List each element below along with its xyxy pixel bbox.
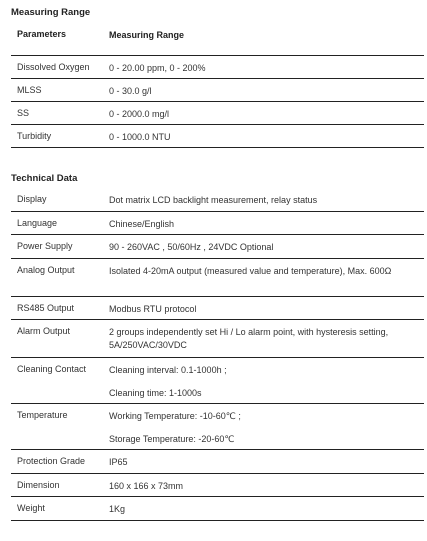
- spec-label: Protection Grade: [11, 450, 109, 474]
- spec-label: Weight: [11, 497, 109, 521]
- parameter-range: 0 - 1000.0 NTU: [109, 125, 424, 148]
- table-row: [11, 102, 424, 125]
- technical-data-heading: Technical Data: [11, 173, 78, 184]
- measuring-range-table: [11, 22, 424, 148]
- spec-label: Alarm Output: [11, 320, 109, 358]
- spec-value-line: 160 x 166 x 73mm: [109, 480, 184, 491]
- spec-value-line: Working Temperature: -10-60℃ ;: [109, 411, 241, 421]
- table-row: [11, 79, 424, 102]
- table-row: [11, 258, 424, 296]
- spec-value: [109, 320, 424, 358]
- table-row: [11, 211, 424, 235]
- spec-label: Language: [11, 211, 109, 235]
- table-row: [11, 450, 424, 474]
- parameter-range: 0 - 30.0 g/l: [109, 79, 424, 102]
- parameter-range: 0 - 20.00 ppm, 0 - 200%: [109, 56, 424, 79]
- table-header-row: [11, 22, 424, 56]
- spec-label: RS485 Output: [11, 296, 109, 320]
- spec-label: Temperature: [11, 404, 109, 450]
- parameter-name: Turbidity: [11, 125, 109, 148]
- spec-value: [109, 235, 424, 259]
- parameter-name: SS: [11, 102, 109, 125]
- column-header-measuring-range: Measuring Range: [109, 22, 424, 56]
- spec-value-line: Cleaning interval: 0.1-1000h ;: [109, 365, 227, 375]
- spec-value: [109, 473, 424, 497]
- table-row: [11, 235, 424, 259]
- spec-value-line: Storage Temperature: -20-60℃: [109, 433, 235, 444]
- spec-value: [109, 188, 424, 211]
- table-row: [11, 497, 424, 521]
- spec-value-line: Isolated 4-20mA output (measured value and temperature), Max. 600Ω: [109, 265, 392, 276]
- table-row: [11, 320, 424, 358]
- spec-value: [109, 258, 424, 296]
- spec-value: [109, 358, 424, 404]
- column-header-parameters: Parameters: [11, 22, 109, 56]
- table-row: [11, 56, 424, 79]
- spec-value: [109, 497, 424, 521]
- spec-label: Analog Output: [11, 258, 109, 296]
- spec-value: [109, 404, 424, 450]
- spec-value-line: Cleaning time: 1-1000s: [109, 387, 202, 398]
- table-row: [11, 296, 424, 320]
- spec-value-line: Dot matrix LCD backlight measurement, relay status: [109, 195, 318, 205]
- spec-label: Display: [11, 188, 109, 211]
- table-row: [11, 125, 424, 148]
- table-row: [11, 404, 424, 450]
- spec-label: Cleaning Contact: [11, 358, 109, 404]
- spec-value: [109, 211, 424, 235]
- measuring-range-heading: Measuring Range: [11, 7, 91, 18]
- spec-value: [109, 450, 424, 474]
- parameter-name: MLSS: [11, 79, 109, 102]
- table-row: [11, 473, 424, 497]
- parameter-name: Dissolved Oxygen: [11, 56, 109, 79]
- technical-data-table: [11, 188, 424, 521]
- table-row: [11, 358, 424, 404]
- spec-value-line: Modbus RTU protocol: [109, 303, 197, 314]
- spec-value-line: 2 groups independently set Hi / Lo alarm point, with hysteresis setting, 5A/250VAC/30VDC: [109, 327, 389, 350]
- spec-value: [109, 296, 424, 320]
- spec-value-line: 1Kg: [109, 504, 126, 514]
- parameter-range: 0 - 2000.0 mg/l: [109, 102, 424, 125]
- spec-label: Dimension: [11, 473, 109, 497]
- spec-value-line: Chinese/English: [109, 218, 175, 229]
- spec-value-line: IP65: [109, 457, 128, 467]
- table-row: [11, 188, 424, 211]
- spec-label: Power Supply: [11, 235, 109, 259]
- spec-value-line: 90 - 260VAC , 50/60Hz , 24VDC Optional: [109, 242, 274, 252]
